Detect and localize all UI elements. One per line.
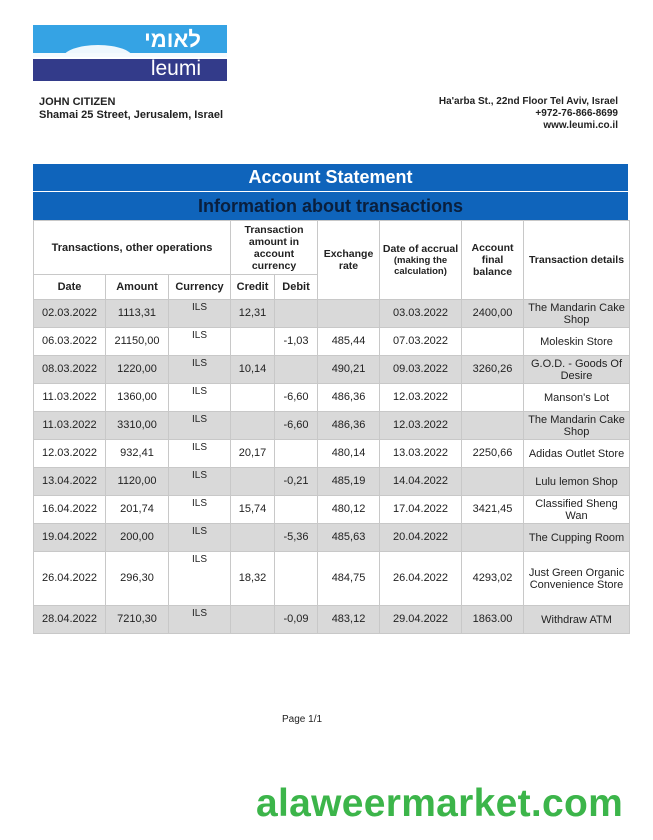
- cell-details: Withdraw ATM: [524, 606, 630, 634]
- cell-debit: [275, 496, 318, 524]
- cell-currency: ILS: [169, 328, 231, 356]
- table-row: [34, 552, 630, 606]
- cell-date: 02.03.2022: [34, 300, 106, 328]
- cell-credit: 10,14: [231, 356, 275, 384]
- cell-amount: 1113,31: [106, 300, 169, 328]
- cell-accrual-date: 12.03.2022: [380, 384, 462, 412]
- cell-final-balance: 4293,02: [462, 552, 524, 606]
- cell-date: 12.03.2022: [34, 440, 106, 468]
- table-row: [34, 606, 630, 634]
- cell-currency: ILS: [169, 524, 231, 552]
- cell-accrual-date: 20.04.2022: [380, 524, 462, 552]
- cell-amount: 21150,00: [106, 328, 169, 356]
- table-row: [34, 328, 630, 356]
- cell-final-balance: 2250,66: [462, 440, 524, 468]
- cell-debit: [275, 552, 318, 606]
- cell-debit: -5,36: [275, 524, 318, 552]
- cell-date: 11.03.2022: [34, 412, 106, 440]
- cell-amount: 201,74: [106, 496, 169, 524]
- statement-title: Account Statement: [33, 164, 628, 191]
- cell-currency: ILS: [169, 356, 231, 384]
- customer-info: [39, 96, 223, 122]
- cell-details: G.O.D. - Goods Of Desire: [524, 356, 630, 384]
- logo-top-band: [33, 25, 227, 57]
- cell-accrual-date: 14.04.2022: [380, 468, 462, 496]
- header-date-of-accrual: [380, 221, 462, 300]
- cell-debit: [275, 356, 318, 384]
- cell-amount: 1220,00: [106, 356, 169, 384]
- cell-details: Classified Sheng Wan: [524, 496, 630, 524]
- cell-currency: ILS: [169, 412, 231, 440]
- cell-credit: [231, 412, 275, 440]
- cell-credit: [231, 606, 275, 634]
- bank-website: www.leumi.co.il: [543, 120, 618, 131]
- header-debit: Debit: [275, 275, 318, 300]
- cell-amount: 1360,00: [106, 384, 169, 412]
- table-row: [34, 412, 630, 440]
- cell-details: The Cupping Room: [524, 524, 630, 552]
- header-date-of-accrual-note: (making the calculation): [393, 255, 448, 277]
- cell-amount: 3310,00: [106, 412, 169, 440]
- header-exchange-rate: Exchange rate: [318, 221, 380, 300]
- cell-final-balance: 1863.00: [462, 606, 524, 634]
- cell-date: 08.03.2022: [34, 356, 106, 384]
- table-row: [34, 440, 630, 468]
- cell-date: 26.04.2022: [34, 552, 106, 606]
- cell-debit: -6,60: [275, 384, 318, 412]
- cell-details: The Mandarin Cake Shop: [524, 300, 630, 328]
- cell-credit: [231, 468, 275, 496]
- cell-currency: ILS: [169, 384, 231, 412]
- cell-credit: 12,31: [231, 300, 275, 328]
- statement-subtitle: Information about transactions: [33, 192, 628, 220]
- cell-debit: -0,21: [275, 468, 318, 496]
- cell-details: Just Green Organic Convenience Store: [524, 552, 630, 606]
- watermark: alaweermarket.com: [256, 782, 624, 825]
- cell-exchange-rate: 490,21: [318, 356, 380, 384]
- table-row: [34, 300, 630, 328]
- bank-info: [439, 96, 618, 132]
- table-row: [34, 468, 630, 496]
- cell-amount: 1120,00: [106, 468, 169, 496]
- cell-accrual-date: 12.03.2022: [380, 412, 462, 440]
- cell-credit: [231, 524, 275, 552]
- header-credit: Credit: [231, 275, 275, 300]
- cell-final-balance: 3260,26: [462, 356, 524, 384]
- logo-hebrew-text: לאומי: [144, 27, 201, 52]
- cell-currency: ILS: [169, 552, 231, 606]
- cell-date: 16.04.2022: [34, 496, 106, 524]
- cell-exchange-rate: 485,44: [318, 328, 380, 356]
- logo-latin-text: leumi: [150, 57, 201, 80]
- cell-final-balance: [462, 328, 524, 356]
- header-currency: Currency: [169, 275, 231, 300]
- cell-amount: 200,00: [106, 524, 169, 552]
- cell-currency: ILS: [169, 606, 231, 634]
- bank-logo: [33, 25, 227, 81]
- cell-credit: 15,74: [231, 496, 275, 524]
- cell-exchange-rate: 486,36: [318, 384, 380, 412]
- cell-final-balance: [462, 524, 524, 552]
- cell-exchange-rate: 480,14: [318, 440, 380, 468]
- customer-address: Shamai 25 Street, Jerusalem, Israel: [39, 109, 224, 121]
- cell-final-balance: [462, 468, 524, 496]
- cell-accrual-date: 13.03.2022: [380, 440, 462, 468]
- cell-date: 13.04.2022: [34, 468, 106, 496]
- cell-currency: ILS: [169, 440, 231, 468]
- header-final-balance: Account final balance: [462, 221, 524, 300]
- page-number: Page 1/1: [282, 714, 323, 725]
- cell-accrual-date: 29.04.2022: [380, 606, 462, 634]
- table-row: [34, 496, 630, 524]
- cell-debit: [275, 300, 318, 328]
- cell-exchange-rate: [318, 300, 380, 328]
- cell-amount: 296,30: [106, 552, 169, 606]
- bank-address: Ha'arba St., 22nd Floor Tel Aviv, Israel: [438, 96, 618, 107]
- cell-details: Moleskin Store: [524, 328, 630, 356]
- cell-exchange-rate: 485,19: [318, 468, 380, 496]
- cell-currency: ILS: [169, 468, 231, 496]
- table-row: [34, 356, 630, 384]
- cell-exchange-rate: 486,36: [318, 412, 380, 440]
- header-amount: Amount: [106, 275, 169, 300]
- header-amount-in-currency: Transaction amount in account currency: [231, 221, 318, 275]
- cell-debit: -0,09: [275, 606, 318, 634]
- cell-accrual-date: 17.04.2022: [380, 496, 462, 524]
- cell-date: 28.04.2022: [34, 606, 106, 634]
- cell-details: The Mandarin Cake Shop: [524, 412, 630, 440]
- logo-bottom-band: [33, 59, 227, 81]
- cell-debit: -6,60: [275, 412, 318, 440]
- header-details: Transaction details: [524, 221, 630, 300]
- header-transactions: Transactions, other operations: [34, 221, 231, 275]
- cell-date: 11.03.2022: [34, 384, 106, 412]
- cell-credit: [231, 328, 275, 356]
- cell-final-balance: 3421,45: [462, 496, 524, 524]
- cell-date: 06.03.2022: [34, 328, 106, 356]
- cell-amount: 7210,30: [106, 606, 169, 634]
- cell-details: Lulu lemon Shop: [524, 468, 630, 496]
- cell-exchange-rate: 483,12: [318, 606, 380, 634]
- header-date: Date: [34, 275, 106, 300]
- cell-date: 19.04.2022: [34, 524, 106, 552]
- cell-credit: 18,32: [231, 552, 275, 606]
- customer-name: JOHN CITIZEN: [39, 96, 116, 108]
- header-date-of-accrual-label: Date of accrual: [382, 243, 459, 255]
- table-row: [34, 524, 630, 552]
- cell-details: Manson's Lot: [524, 384, 630, 412]
- cell-final-balance: 2400,00: [462, 300, 524, 328]
- cell-currency: ILS: [169, 300, 231, 328]
- cell-debit: -1,03: [275, 328, 318, 356]
- cell-details: Adidas Outlet Store: [524, 440, 630, 468]
- cell-credit: 20,17: [231, 440, 275, 468]
- cell-exchange-rate: 484,75: [318, 552, 380, 606]
- cell-currency: ILS: [169, 496, 231, 524]
- cell-exchange-rate: 480,12: [318, 496, 380, 524]
- cell-accrual-date: 03.03.2022: [380, 300, 462, 328]
- bank-phone: +972-76-866-8699: [535, 108, 618, 119]
- cell-exchange-rate: 485,63: [318, 524, 380, 552]
- table-row: [34, 384, 630, 412]
- cell-credit: [231, 384, 275, 412]
- cell-final-balance: [462, 412, 524, 440]
- cell-accrual-date: 26.04.2022: [380, 552, 462, 606]
- cell-debit: [275, 440, 318, 468]
- cell-amount: 932,41: [106, 440, 169, 468]
- transactions-table: [33, 220, 630, 634]
- transactions-body: [34, 300, 630, 634]
- cell-final-balance: [462, 384, 524, 412]
- cell-accrual-date: 09.03.2022: [380, 356, 462, 384]
- cell-accrual-date: 07.03.2022: [380, 328, 462, 356]
